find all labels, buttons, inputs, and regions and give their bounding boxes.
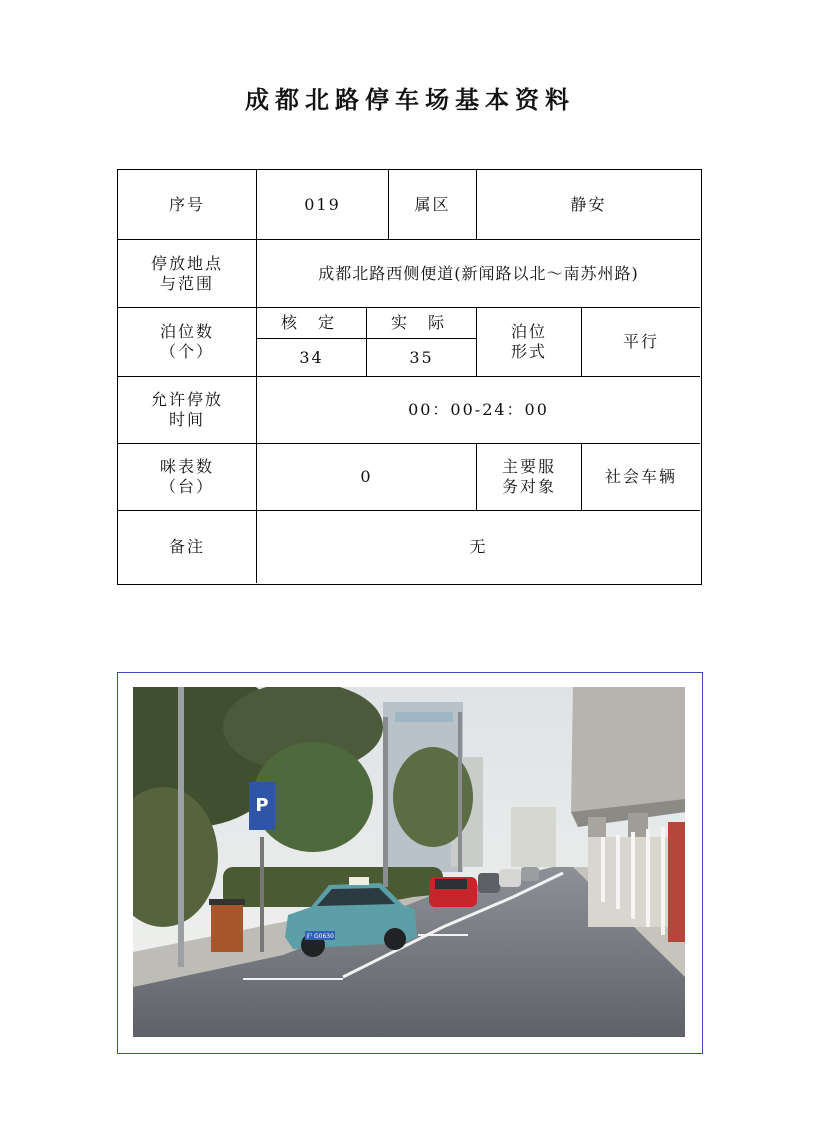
berth-form-label [477, 308, 581, 376]
meters-label-line-1: 咪表数 [159, 457, 214, 476]
meters-value: 0 [360, 467, 373, 486]
spaces-label-line-1: 泊位数 [159, 322, 214, 341]
approved-value: 34 [299, 347, 324, 367]
hours-label-line-2: 时间 [168, 410, 205, 429]
district-value: 静安 [570, 194, 607, 214]
parking-info-table [117, 169, 702, 585]
hours-value: 00：00-24：00 [408, 400, 549, 419]
meters-label [118, 444, 256, 510]
district-label: 属区 [414, 194, 451, 214]
serial-value: 019 [304, 194, 341, 214]
actual-label: 实 际 [390, 313, 453, 332]
serial-label: 序号 [168, 194, 205, 214]
service-target-label-line-2: 务对象 [501, 477, 556, 496]
hours-label-line-1: 允许停放 [150, 390, 223, 409]
approved-label: 核 定 [280, 313, 343, 332]
location-label-line-2: 与范围 [159, 273, 214, 293]
service-target-value: 社会车辆 [604, 467, 677, 486]
meters-label-line-2: （台） [159, 477, 214, 496]
notes-value: 无 [469, 537, 488, 556]
berth-form-label-line-2: 形式 [510, 342, 547, 361]
page-title: 成都北路停车场基本资料 [245, 86, 575, 114]
spaces-label [118, 308, 256, 376]
location-label [118, 240, 256, 307]
spaces-label-line-2: （个） [159, 342, 214, 361]
service-target-label [477, 444, 581, 510]
svg-text:P: P [255, 795, 269, 816]
service-target-label-line-1: 主要服 [501, 457, 556, 476]
notes-label: 备注 [168, 537, 205, 556]
taxi-plate: 沪 G0630 [306, 933, 334, 940]
location-label-line-1: 停放地点 [150, 253, 223, 273]
berth-form-label-line-1: 泊位 [510, 322, 547, 341]
street-parking-photo [133, 687, 685, 1037]
location-value: 成都北路西侧便道(新闻路以北～南苏州路) [318, 263, 639, 283]
berth-form-value: 平行 [622, 332, 659, 351]
photo-frame [117, 672, 703, 1054]
hours-label [118, 377, 256, 443]
actual-value: 35 [409, 347, 434, 367]
